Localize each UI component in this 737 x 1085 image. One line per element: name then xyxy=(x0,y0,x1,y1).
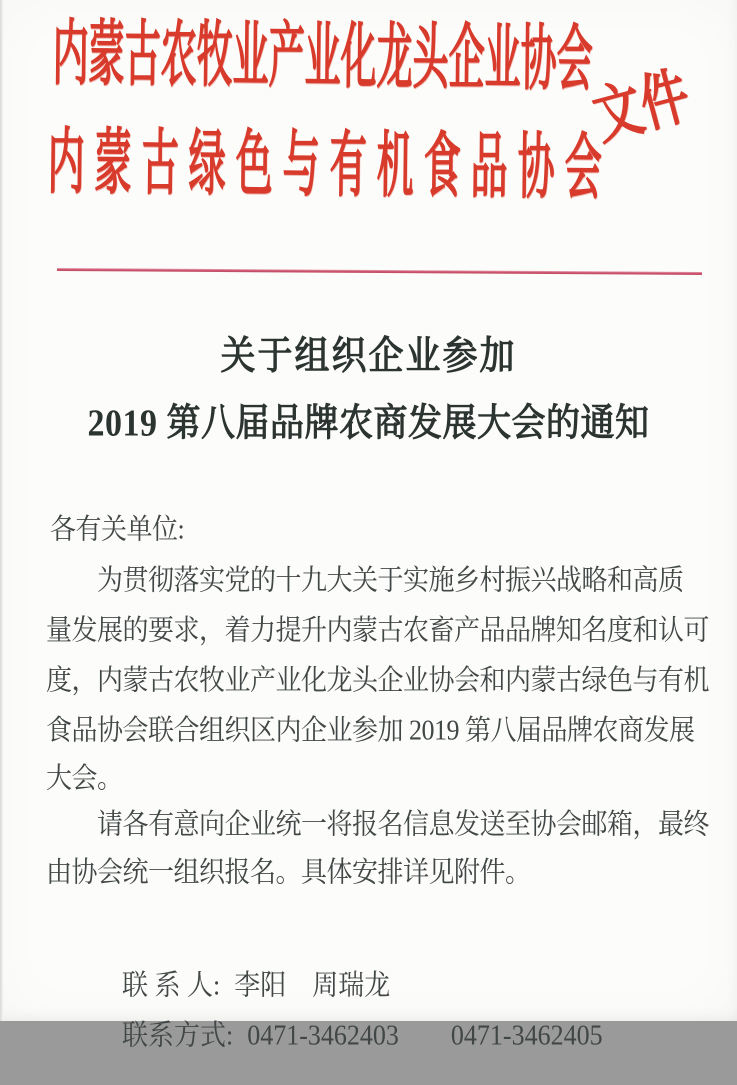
doc-type-label: 文件 xyxy=(586,61,698,154)
org-name-line2: 内蒙古绿色与有机食品协会 xyxy=(47,124,613,210)
document-title-line1: 关于组织企业参加 xyxy=(220,334,517,378)
paragraph2-line: 请各有意向企业统一将报名信息发送至协会邮箱，最终 xyxy=(97,808,710,840)
contact-phone-1: 0471-3462403 xyxy=(247,1018,399,1051)
contact-person-label: 联 系 人: xyxy=(122,968,221,1001)
paragraph1-line: 为贯彻落实党的十九大关于实施乡村振兴战略和高质 xyxy=(97,564,684,596)
paragraph2-line: 由协会统一组织报名。具体安排详见附件。 xyxy=(46,856,531,888)
contact-phone-line xyxy=(96,986,603,1085)
org-name-line1: 内蒙古农牧业产业化龙头企业协会 xyxy=(52,14,594,100)
paragraph1-line: 度，内蒙古农牧业产业化龙头企业协会和内蒙古绿色与有机 xyxy=(46,664,710,696)
document-title-line2: 2019 第八届品牌农商发展大会的通知 xyxy=(87,403,650,445)
contact-phone-2: 0471-3462405 xyxy=(450,1018,603,1051)
paragraph1-line: 大会。 xyxy=(46,762,123,794)
salutation: 各有关单位: xyxy=(50,513,185,545)
letterhead-divider-rule xyxy=(57,268,702,275)
contact-person-names: 李阳 周瑞龙 xyxy=(234,968,391,1001)
contact-phone-label: 联系方式: xyxy=(122,1018,234,1051)
paragraph1-line: 量发展的要求，着力提升内蒙古农畜产品品牌知名度和认可 xyxy=(46,614,710,646)
paragraph1-line: 食品协会联合组织区内企业参加 2019 第八届品牌农商发展 xyxy=(46,714,695,746)
